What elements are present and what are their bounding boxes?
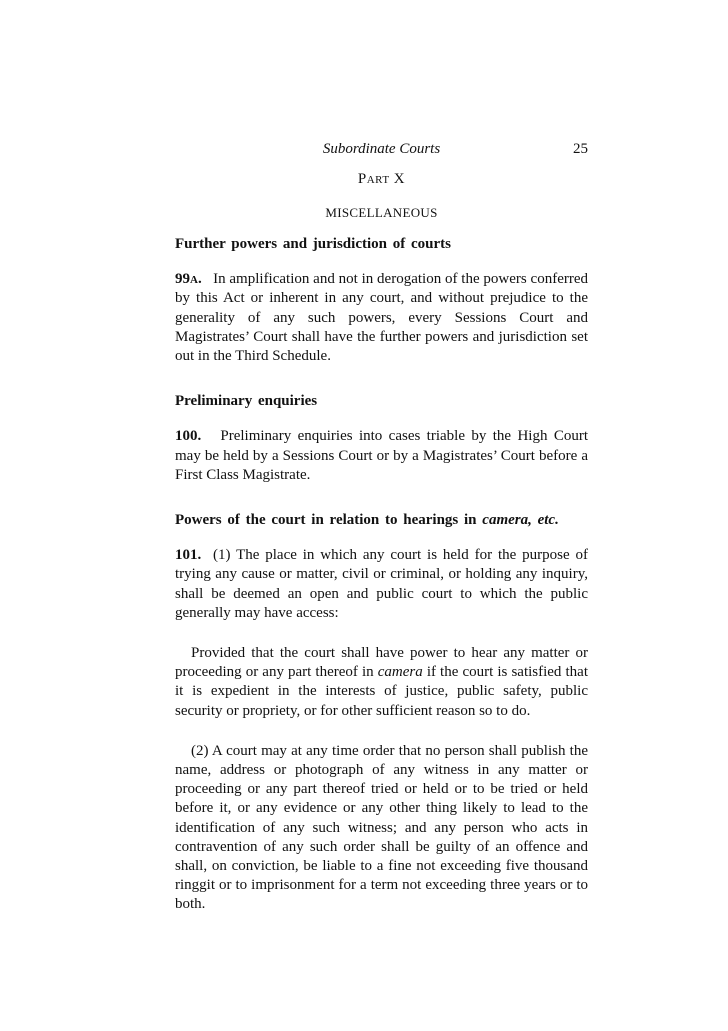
section-101-proviso: Provided that the court shall have power to hear any matter or proceeding or any part thereof in camera if the court is satisfied that it is expedient in the interests of justice, public safety, public security or propriety, or for other sufficient reason so to do. (175, 645, 589, 719)
section-heading-101: Powers of the court in relation to hearings in camera, etc. (175, 512, 559, 529)
running-header (175, 141, 588, 163)
running-title: Subordinate Courts (322, 141, 441, 157)
body-text (175, 235, 588, 936)
section-number-101: 101. (175, 547, 202, 564)
section-100-paragraph (175, 427, 588, 485)
section-99a-paragraph (175, 270, 588, 366)
camera-term: camera (377, 664, 423, 681)
section-101-sub1-text: (1) The place in which any court is held for the purpose of trying any cause or matter, civil or criminal, or holding any inquiry, shall be deemed an open and public court to which the public generally may have access: (175, 547, 588, 621)
part-label: Part (357, 171, 390, 187)
section-heading-100: Preliminary enquiries (175, 393, 318, 410)
part-title: MISCELLANEOUS (325, 205, 438, 220)
part-heading (175, 171, 588, 188)
page-number: 25 (573, 141, 588, 157)
section-100-text: Preliminary enquiries into cases triable by the High Court may be held by a Sessions Court or by a Magistrates’ Court before a First Class Magistrate. (175, 428, 589, 483)
section-99a-text: In amplification and not in derogation of the powers conferred by this Act or inherent in any court, and without prejudice to the generality of any such powers, every Sessions Court and Magistrates’ Court shall have the further powers and jurisdiction set out in the Third Schedule. (175, 271, 589, 365)
section-number-100: 100. (175, 428, 202, 445)
section-heading-99a: Further powers and jurisdiction of courts (175, 236, 451, 252)
section-101-subsection-2: (2) A court may at any time order that no person shall publish the name, address or photograph of any witness in any matter or proceeding or any part thereof tried or held or to be tried or held before it, or any evidence or any other thing likely to lead to the identification of any such witness; and any person who acts in contravention of any such order shall be guilty of an offence and shall, on conviction, be liable to a fine not exceeding five thousand ringgit or to imprisonment for a term not exceeding three years or to both. (175, 742, 588, 913)
section-101-subsection-1 (175, 546, 588, 623)
section-number-99a: 99a. (175, 271, 202, 288)
part-number: X (393, 171, 406, 187)
